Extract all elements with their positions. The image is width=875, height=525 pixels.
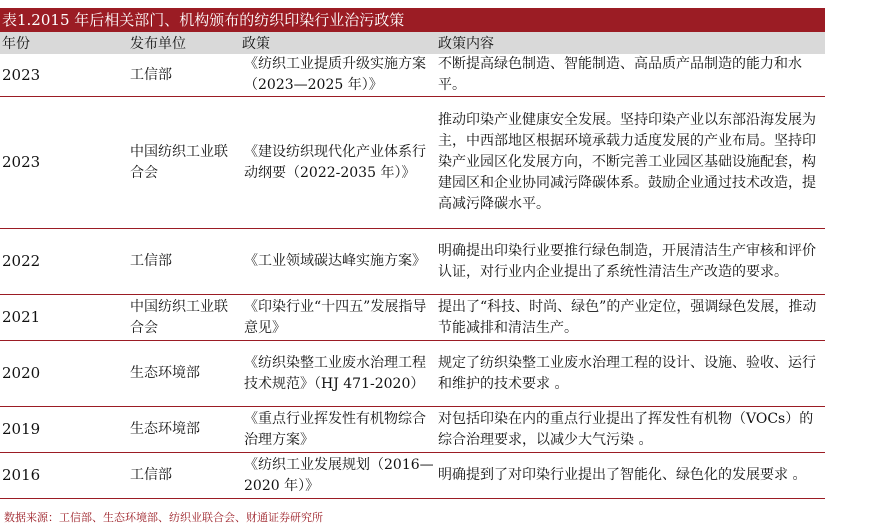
row-publisher: 中国纺织工业联合会 — [120, 295, 240, 341]
source-note: 数据来源：工信部、生态环境部、纺织业联合会、财通证券研究所 — [4, 511, 323, 524]
table-row — [0, 407, 825, 453]
column-header-year: 年份 — [0, 32, 120, 54]
row-publisher: 生态环境部 — [120, 407, 240, 453]
row-year: 2019 — [0, 407, 120, 453]
row-policy: 《纺织染整工业废水治理工程技术规范》（HJ 471-2020） — [240, 341, 436, 407]
table-row — [0, 341, 825, 407]
column-header-content: 政策内容 — [436, 32, 825, 54]
row-policy: 《印染行业“十四五”发展指导意见》 — [240, 295, 436, 341]
table-row — [0, 295, 825, 341]
row-policy: 《工业领域碳达峰实施方案》 — [240, 229, 436, 295]
row-content: 明确提到了对印染行业提出了智能化、绿色化的发展要求 。 — [436, 453, 825, 499]
row-publisher: 工信部 — [120, 54, 240, 97]
row-year: 2023 — [0, 54, 120, 97]
row-policy: 《纺织工业提质升级实施方案（2023—2025 年）》 — [240, 54, 436, 97]
row-publisher: 工信部 — [120, 453, 240, 499]
row-year: 2021 — [0, 295, 120, 341]
column-header-policy: 政策 — [240, 32, 436, 54]
row-content: 明确提出印染行业要推行绿色制造，开展清洁生产审核和评价认证，对行业内企业提出了系统性清洁生产改造的要求。 — [436, 229, 825, 295]
table-row — [0, 97, 825, 229]
table-row — [0, 229, 825, 295]
row-publisher: 工信部 — [120, 229, 240, 295]
row-policy: 《建设纺织现代化产业体系行动纲要（2022-2035 年）》 — [240, 97, 436, 229]
row-content: 不断提高绿色制造、智能制造、高品质产品制造的能力和水平。 — [436, 54, 825, 97]
row-content: 提出了“科技、时尚、绿色”的产业定位，强调绿色发展，推动节能减排和清洁生产。 — [436, 295, 825, 341]
policy-table — [0, 32, 825, 499]
row-year: 2023 — [0, 97, 120, 229]
table-header-row — [0, 32, 825, 54]
row-content: 对包括印染在内的重点行业提出了挥发性有机物（VOCs）的综合治理要求，以减少大气污染 。 — [436, 407, 825, 453]
row-year: 2016 — [0, 453, 120, 499]
row-content: 推动印染产业健康安全发展。坚持印染产业以东部沿海发展为主，中西部地区根据环境承载力适度发展的产业布局。坚持印染产业园区化发展方向，不断完善工业园区基础设施配套，构建园区和企业协同减污降碳体系。鼓励企业通过技术改造，提高减污降碳水平。 — [436, 97, 825, 229]
row-policy: 《重点行业挥发性有机物综合治理方案》 — [240, 407, 436, 453]
table-row — [0, 453, 825, 499]
row-content: 规定了纺织染整工业废水治理工程的设计、设施、验收、运行和维护的技术要求 。 — [436, 341, 825, 407]
table-row — [0, 54, 825, 97]
row-policy: 《纺织工业发展规划（2016—2020 年）》 — [240, 453, 436, 499]
table-title: 表1.2015 年后相关部门、机构颁布的纺织印染行业治污政策 — [0, 8, 825, 32]
row-publisher: 中国纺织工业联合会 — [120, 97, 240, 229]
column-header-publisher: 发布单位 — [120, 32, 240, 54]
row-year: 2020 — [0, 341, 120, 407]
row-year: 2022 — [0, 229, 120, 295]
row-publisher: 生态环境部 — [120, 341, 240, 407]
